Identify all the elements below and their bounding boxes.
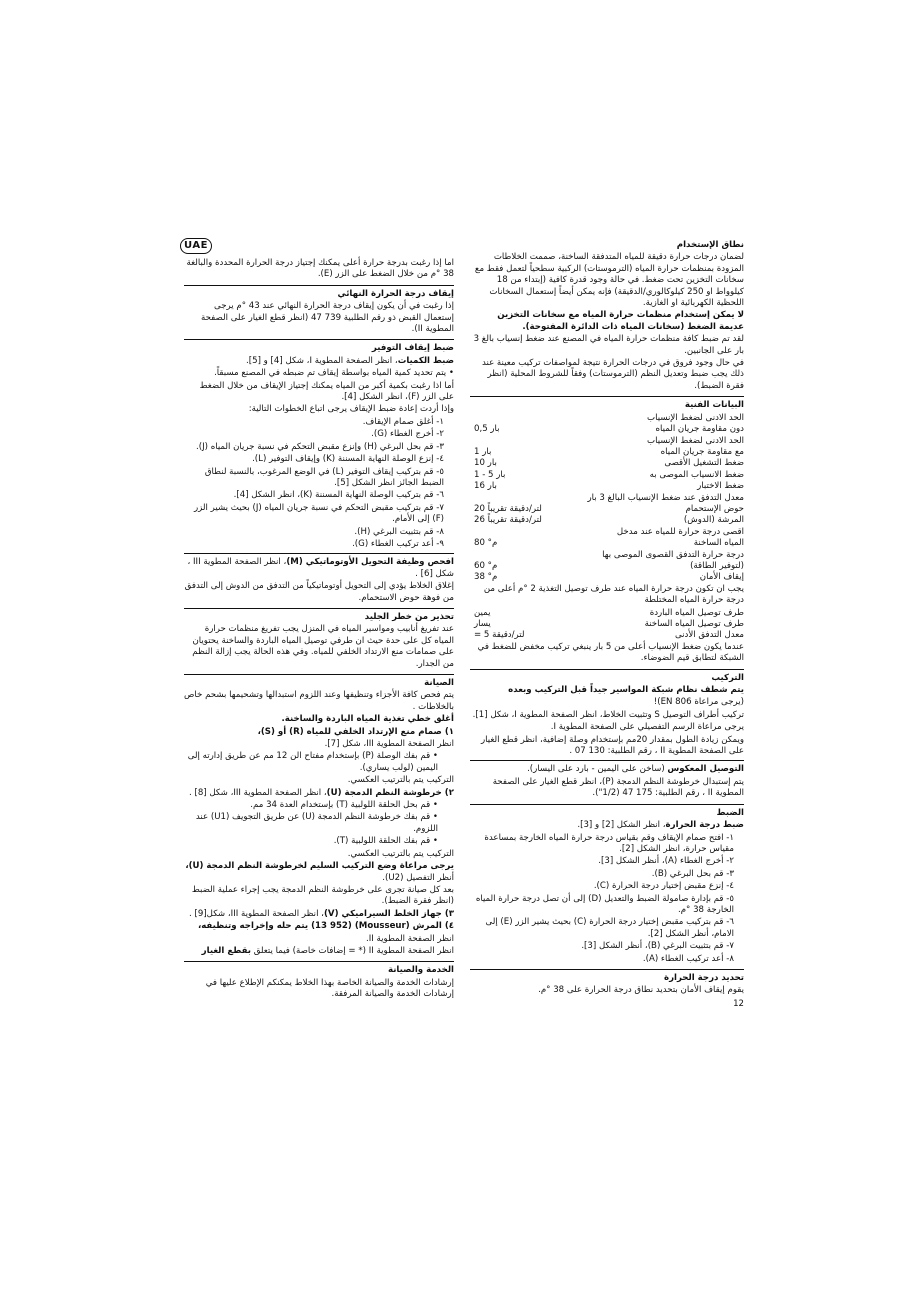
maintenance-item-1-paragraph: انظر الصفحة المطوية III، شكل [7]. xyxy=(324,739,454,750)
spec-label: دون مقاومة جريان المياه xyxy=(655,424,744,435)
maintenance-item-2-bullet: • قم بفك الحلقة اللولبية (T). xyxy=(333,836,438,847)
spec-label: المياه الساخنة xyxy=(693,538,744,549)
maintenance-paragraph-2: أغلق خطي تغذية المياه الباردة والساخنة. xyxy=(281,714,454,725)
spec-value xyxy=(470,527,474,538)
connection-row xyxy=(470,619,744,630)
section-divider xyxy=(470,804,744,805)
economy-step: ٨- قم بتثبيت البرغي (H). xyxy=(354,526,444,537)
maintenance-item-1-paragraph-2: التركيب يتم بالترتيب العكسي. xyxy=(347,775,454,786)
uae-badge: UAE xyxy=(180,238,212,254)
section-divider xyxy=(470,396,744,397)
spec-label: ضغط التشغيل الأقصى xyxy=(664,458,744,469)
spec-value: 10 بار xyxy=(474,458,497,469)
maintenance-item-2-title-rest: ، انظر الصفحة المطوية III، شكل [8] . xyxy=(189,787,327,798)
maintenance-item-2-bullet: • قم بحل الحلقة اللولبية (T) بإستخدام العدة 34 مم. xyxy=(250,800,438,811)
install-paragraph-2: تركيب أطراف التوصيل S وتثبيت الخلاط، انظر الصفحة المطوية I، شكل [1]. xyxy=(472,709,744,720)
scope-paragraph-3: لقد تم ضبط كافة منظمات حرارة المياه في المصنع عند ضغط إنسياب بالغ 3 بار على الجانبين. xyxy=(473,334,744,356)
spec-row xyxy=(470,515,744,526)
economy-step: ٤- إنزع الوصلة النهاية المسننة (K) وإيقاف التوفير (L). xyxy=(252,454,444,465)
maintenance-item-2-bullet: • قم بفك خرطوشة النظم الدمجة (U) عن طريق التجويف (U1) عند اللزوم. xyxy=(195,812,438,834)
spec-label: درجة حرارة التدفق القصوى الموصى بها xyxy=(602,549,744,560)
maintenance-item-2-note-rest: أنظر التفصيل (U2). xyxy=(382,872,454,883)
spec-row xyxy=(470,572,744,583)
spec-value: 20 لتر/دقيقة تقريباً xyxy=(474,503,542,514)
right-column xyxy=(470,238,744,1011)
adjust-step: ٢- أخرج الغطاء (A)، أنظر الشكل [3]. xyxy=(598,856,734,867)
connection-label: طرف توصيل المياه الساخنة xyxy=(644,619,744,629)
maintenance-item-2-title: ٢) خرطوشة النظم الدمجة (U) xyxy=(326,787,454,798)
service-paragraph: إرشادات الخدمة والصيانة الخاصة بهذا الخلاط يمكنكم الإطلاع عليها في إرشادات الخدمة والصيانة المرفقة. xyxy=(205,977,454,1000)
scope-paragraph-4: في حال وجود فروق في درجات الحرارة نتيجة لمواصفات تركيب معينة عند ذلك يجب ضبط وتعديل النظم (الترموستات) وفقاً للشروط المحلية (انظر فقرة الضبط). xyxy=(481,358,744,391)
section-divider xyxy=(470,969,744,970)
connection-label: معدل التدفق الأدنى xyxy=(674,630,744,641)
final-stop-title: إيقاف درجة الحرارة النهائي xyxy=(337,288,454,299)
spec-value xyxy=(470,550,474,561)
maintenance-item-4-paragraph: انظر الصفحة المطوية II. xyxy=(365,933,454,944)
connection-table xyxy=(470,608,744,642)
scope-title: نطاق الإستخدام xyxy=(676,240,744,250)
frost-title: تحذير من خطر الجليد xyxy=(364,611,454,622)
limit-title: تحديد درجة الحرارة xyxy=(664,972,744,983)
section-divider xyxy=(184,608,454,609)
adjust-subtitle-rest: ، انظر الشكل [2] و [3]. xyxy=(577,820,666,831)
economy-step: ٣- قم بحل البرغي (H) وإنزع مقبض التحكم في نسبة جريان المياه (J). xyxy=(195,441,444,452)
spec-label: الحد الادنى لضغط الإنسياب xyxy=(647,435,744,446)
spec-label: اقصى درجة حرارة للمياه عند مدخل xyxy=(616,526,744,537)
spec-row xyxy=(470,413,744,424)
connection-label: طرف توصيل المياه الباردة xyxy=(649,607,744,618)
auto-diverter-title: افحص وظيفة التحويل الأوتوماتيكي (M) xyxy=(286,557,454,568)
install-paragraph-4: ويمكن زيادة الطول بمقدار 20مم بإستخدام وصلة إضافية، انظر قطع الغيار على الصفحة المطوية II ، رقم الطلبية: 130 07 . xyxy=(480,734,744,757)
install-paragraph-3: يرجى مراعاة الرسم التفصيلي على الصفحة المطوية I. xyxy=(550,722,744,733)
reverse-paragraph: يتم إستبدال خرطوشة النظم الدمجة (P)، انظر قطع الغيار على الصفحة المطوية II ، رقم الطلبية: 175 47 (1/2"). xyxy=(492,776,744,799)
spec-row xyxy=(470,447,744,458)
maintenance-item-2-paragraph: التركيب يتم بالترتيب العكسي. xyxy=(347,848,454,859)
adjust-step: ٣- قم بحل البرغي (B). xyxy=(651,868,734,879)
section-divider xyxy=(470,669,744,670)
scope-paragraph-1: لضمان درجات حرارة دقيقة للمياه المتدفقة الساخنة، صممت الخلاطات المزودة بمنظمات حرارة المياه (الترموستات) الركبية سطحياً لتعمل فقط مع سخانات التخزين تحت ضغط. في حالة وجود قدرة كافية (إبتداء من 18 كيلوواط او 250 كيلوكالوري/الدقيقة) فإنه يمكن أيضاً إستعمال السخانات اللحظية الكهربائية او الغازية. xyxy=(474,252,744,309)
economy-step: ٥- قم بتركيب إيقاف التوفير (L) في الوضع المرغوب، بالنسبة لنطاق الضبط الجائز انظر الشكل [5]. xyxy=(204,466,444,488)
adjust-title: الضبط xyxy=(716,807,744,818)
spare-parts-bold: بقطع الغيار xyxy=(201,945,251,956)
connection-value: = 5 لتر/دقيقة xyxy=(474,630,525,641)
spec-row xyxy=(470,550,744,561)
reverse-title-rest: (ساخن على اليمين - بارد على اليسار). xyxy=(527,764,668,775)
spec-row xyxy=(470,458,744,469)
spec-row xyxy=(470,436,744,447)
spare-parts-paragraph: انظر الصفحة المطوية II (* = إضافات خاصة) فيما يتعلق xyxy=(251,945,454,956)
spec-label: (لتوفير الطاقة) xyxy=(690,560,744,571)
spec-value: 80 °م xyxy=(474,538,498,549)
spec-row xyxy=(470,481,744,492)
maintenance-item-3-title: ٣) جهاز الخلط السيراميكي (V) xyxy=(323,908,454,919)
spec-value: 38 °م xyxy=(474,572,498,583)
spec-value: 1 - 5 بار xyxy=(474,469,506,480)
spec-value xyxy=(470,413,474,424)
spec-label: معدل التدفق عند ضغط الإنسياب البالغ 3 بار xyxy=(587,492,744,503)
economy-stop-subtitle: ضبط الكميات xyxy=(397,355,454,366)
spec-value xyxy=(470,436,474,447)
intro-paragraph: اما إذا رغبت بدرجة حرارة أعلى يمكنك إجتياز درجة الحرارة المحددة والبالغة 38 °م من خلال الضغط على الزر (E). xyxy=(186,258,454,280)
connection-row xyxy=(470,630,744,641)
maintenance-paragraph-1: يتم فحص كافة الأجزاء وتنظيفها وعند اللزوم استبدالها وتشحيمها بشحم خاص بالخلاطات . xyxy=(184,690,454,712)
install-title: التركيب xyxy=(711,672,744,683)
spec-value xyxy=(470,493,474,504)
connection-value: يمين xyxy=(474,607,491,618)
scope-paragraph-2: لا يمكن إستخدام منظمات حرارة المياه مع سخانات التخزين عديمة الضغط (سخانات المياه ذات الدائرة المفتوحة). xyxy=(497,310,744,332)
section-divider xyxy=(470,760,744,761)
maintenance-item-4-title: ٤) المرش (Mousseur) (13 952) يتم حله وإخراجه وتنظيفه، xyxy=(197,921,454,932)
section-divider xyxy=(184,339,454,340)
maintenance-item-1-title: ١) صمام منع الإرتداد الخلفي للمياه (R) أو (S)، xyxy=(257,726,454,737)
spec-row xyxy=(470,493,744,504)
economy-stop-title: ضبط إيقاف التوفير xyxy=(371,343,454,354)
section-divider xyxy=(184,961,454,962)
economy-stop-paragraph-2: وإذا أردت إعادة ضبط الإيقاف يرجى اتباع الخطوات التالية: xyxy=(248,404,454,415)
economy-stop-subtitle-rest: ، انظر الصفحة المطوية I، شكل [4] و [5]. xyxy=(246,355,398,366)
adjust-step: ٥- قم بإدارة صامولة الضبط والتعديل (D) إلى أن تصل درجة حرارة المياه الخارجة 38 °م. xyxy=(475,893,734,915)
spec-row xyxy=(470,470,744,481)
final-stop-paragraph: إذا رغبت في أن يكون إيقاف درجة الحرارة النهائي عند 43 °م يرجى إستعمال القبض ذو رقم الطلبية 739 47 (انظر قطع الغيار على الصفحة المطوية II). xyxy=(201,301,454,335)
spec-value: 16 بار xyxy=(474,481,497,492)
tech-note: يجب ان تكون درجة حرارة المياه عند طرف توصيل التغذية 2 °م أعلى من درجة حرارة المياه المختلطة xyxy=(483,583,744,606)
spec-row xyxy=(470,504,744,515)
maintenance-item-1-bullet: • قم بفك الوصلة (P) بإستخدام مفتاح الن 12 مم عن طريق إدارته إلى اليمين (لولب يساري). xyxy=(187,751,438,773)
spec-label: المرشة (الدوش) xyxy=(683,515,744,526)
spec-row xyxy=(470,561,744,572)
limit-paragraph: يقوم إيقاف الأمان بتحديد نطاق درجة الحرارة على 38 °م. xyxy=(538,985,744,996)
adjust-step: ١- افتح صمام الإيقاف وقم بقياس درجة حرارة المياه الخارجة بمساعدة مقياس حرارة، انظر الشكل [2]. xyxy=(484,832,734,854)
auto-diverter-title-rest: ، انظر الصفحة المطوية III ، شكل [6] . xyxy=(187,557,454,579)
spec-row xyxy=(470,527,744,538)
spec-value: 60 °م xyxy=(474,560,498,571)
maintenance-item-2-note: يرجى مراعاة وضع التركيب السليم لخرطوشة النظم الدمجة (U)، xyxy=(185,861,454,872)
economy-step: ١- أغلق صمام الإيقاف. xyxy=(362,416,444,427)
spec-value: 1 بار xyxy=(474,446,492,457)
tech-title: البيانات الفنية xyxy=(684,400,744,411)
spec-value: 0,5 بار xyxy=(474,424,500,435)
spec-row xyxy=(470,538,744,549)
section-divider xyxy=(184,674,454,675)
economy-step: ٩- أعد تركيب الغطاء (G). xyxy=(352,538,444,549)
frost-paragraph: عند تفريغ أنابيب ومواسير المياه في المنزل يجب تفريغ منظمات حرارة المياه كل على حدة حيث ان طرفي توصيل المياه الباردة والساخنة يحتويان على صمامات منع الارتداد الخلفي للمياه. وفي هذه الحالة يجب إزالة النظم من الجدار. xyxy=(192,624,454,669)
spec-table xyxy=(470,413,744,584)
page-number: 12 xyxy=(733,998,744,1009)
spec-label: مع مقاومة جريان المياه xyxy=(660,446,744,457)
maintenance-item-3-title-rest: ، انظر الصفحة المطوية III، شكل[9] . xyxy=(189,908,324,919)
spec-label: إيقاف الأمان xyxy=(699,572,744,583)
maintenance-item-2-note-2: بعد كل صيانة تجرى على خرطوشة النظم الدمجة يجب إجراء عملية الضبط (انظر فقرة الضبط). xyxy=(191,884,454,907)
reverse-title: التوصيل المعكوس xyxy=(667,764,744,775)
spec-label: ضغط الاختبار xyxy=(697,481,744,492)
connection-row xyxy=(470,608,744,619)
adjust-step: ٧- قم بتثبيت البرغي (B)، أنظر الشكل [3]. xyxy=(581,941,734,952)
connection-value: يسار xyxy=(474,619,491,629)
economy-stop-paragraph-1: أما اذا رغبت بكمية أكبر من المياه يمكنك إجتياز الإيقاف من خلال الضغط على الزر (F)، انظر الشكل [4]. xyxy=(199,380,454,403)
section-divider xyxy=(184,285,454,286)
spec-label: ضغط الانسياب الموصى به xyxy=(649,469,744,480)
adjust-subtitle: ضبط درجة الحرارة xyxy=(665,820,744,831)
economy-step: ٦- قم بتركيب الوصلة النهاية المسننة (K)، انظر الشكل [4]. xyxy=(233,490,444,501)
spec-value: 26 لتر/دقيقة تقريباً xyxy=(474,515,542,526)
adjust-step: ٦- قم بتركيب مقبض إختيار درجة الحرارة (C) بحيث يشير الزر (E) إلى الامام، أنظر الشكل [2]. xyxy=(485,917,734,939)
maintenance-title: الصيانة xyxy=(424,678,454,688)
install-bold: يتم شطف نظام شبكة المواسير جيداً قبل التركيب وبعده xyxy=(508,685,744,696)
service-title: الخدمة والصيانة xyxy=(387,965,454,976)
adjust-step: ٨- أعد تركيب الغطاء (A). xyxy=(642,953,734,964)
section-divider xyxy=(184,553,454,554)
economy-step: ٧- قم بتركيب مقبض التحكم في نسبة جريان المياه (J) بحيث يشير الزر (F) إلى الأمام. xyxy=(194,502,444,525)
install-paragraph-1: (يرجى مراعاة EN 806)! xyxy=(653,697,744,708)
tech-note-2: عندما يكون ضغط الإنسياب أعلى من 5 بار ينبغي تركيب مخفض للضغط في الشبكة لتطابق قيم الضوضاء. xyxy=(477,641,744,664)
spec-row xyxy=(470,424,744,435)
economy-step: ٢- أخرج الغطاء (G). xyxy=(371,429,444,440)
left-column xyxy=(184,258,454,1002)
auto-diverter-paragraph: إغلاق الخلاط يؤدي إلى التحويل أوتوماتيكياً من التدفق من الدوش إلى التدفق من فوهة حوض الاستحمام. xyxy=(184,581,454,603)
economy-stop-bullet: • يتم تحديد كمية المياه بواسطة إيقاف تم ضبطه في المصنع مسبقاً. xyxy=(214,368,454,379)
adjust-step: ٤- إنزع مقبض إختيار درجة الحرارة (C). xyxy=(593,881,734,892)
spec-label: الحد الادنى لضغط الإنسياب xyxy=(647,412,744,423)
spec-label: حوض الإستحمام xyxy=(685,503,744,514)
